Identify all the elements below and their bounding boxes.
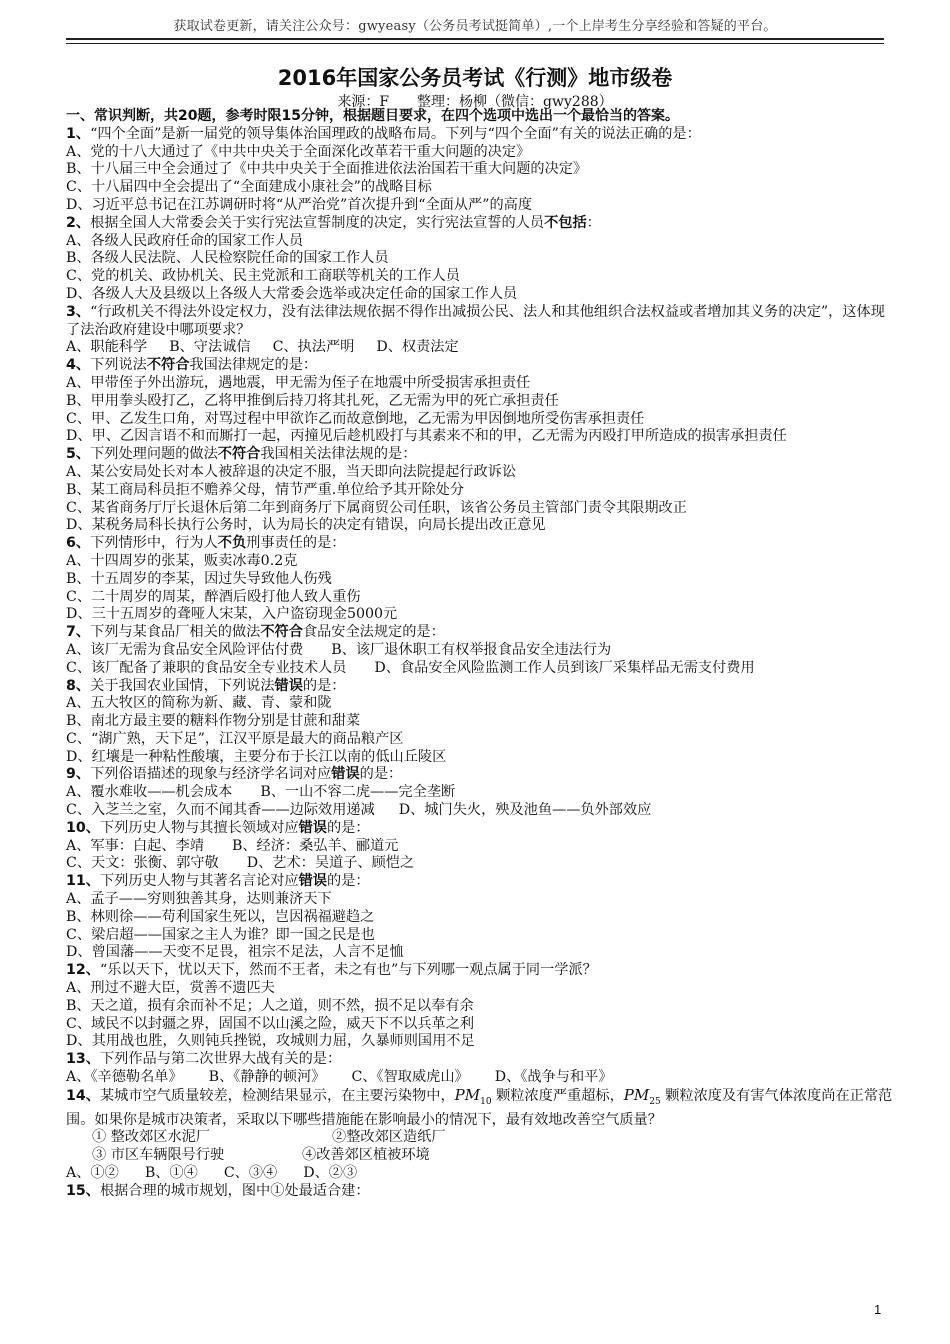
- q13-options: [66, 1069, 896, 1087]
- pm-subscript: 10: [480, 1096, 492, 1107]
- question-10: [66, 820, 896, 838]
- question-number: 10、: [66, 819, 100, 836]
- q13-option-a: A、《辛德勒名单》: [66, 1069, 183, 1086]
- question-stem: 下列俗语描述的现象与经济学名词对应: [90, 766, 332, 783]
- q10-option-b: B、经济：桑弘羊、郦道元: [231, 837, 399, 854]
- q12-option-b: B、天之道，损有余而补不足；人之道，则不然，损不足以奉有余: [66, 997, 474, 1014]
- question-stem: 下列说法: [90, 357, 147, 374]
- q7-options-ab: [66, 642, 896, 660]
- question-stem: 下列历史人物与其擅长领域对应: [99, 819, 299, 836]
- question-6: [66, 535, 896, 553]
- question-number: 11、: [66, 873, 100, 890]
- q1-option-a: A、党的十八大通过了《中共中央关于全面深化改革若干重大问题的决定》: [66, 143, 531, 160]
- question-stem-tail: 刑事责任的是：: [246, 535, 346, 552]
- q6-option-c: C、二十周岁的周某，醉酒后殴打他人致人重伤: [66, 588, 361, 605]
- q14-option-b: B、①④: [144, 1165, 198, 1182]
- header-rule-thin: [66, 43, 884, 44]
- question-stem: 下列与某食品厂相关的做法: [90, 624, 261, 641]
- q14-option-d: D、②③: [303, 1165, 358, 1182]
- question-stem: 某城市空气质量较差，检测结果显示，在主要污染物中，: [99, 1087, 455, 1104]
- question-number: 2、: [66, 214, 91, 231]
- question-keyword: 错误: [331, 766, 360, 783]
- q5-option-a: A、某公安局处长对本人被辞退的决定不服，当天即向法院提起行政诉讼: [66, 463, 517, 480]
- document-title: 2016年国家公务员考试《行测》地市级卷: [277, 66, 673, 90]
- q12-option-a: A、刑过不避大臣，赏善不遗匹夫: [66, 980, 275, 997]
- question-2: [66, 215, 896, 233]
- q8-option-c: C、“湖广熟，天下足”，江汉平原是最大的商品粮产区: [66, 730, 404, 747]
- q10-options-cd: [66, 855, 896, 873]
- q11-option-c: C、梁启超——国家之主人为谁？即一国之民是也: [66, 926, 375, 943]
- q9-option-d: D、城门失火，殃及池鱼——负外部效应: [398, 802, 652, 819]
- q3-options: [66, 339, 896, 357]
- q14-measure-2: ②整改郊区造纸厂: [332, 1129, 446, 1146]
- q12-option-d: D、其用战也胜，久则钝兵挫锐，攻城则力屈，久暴师则国用不足: [66, 1033, 475, 1050]
- q3-option-c: C、执法严明: [272, 339, 355, 356]
- question-keyword: 错误: [274, 677, 303, 694]
- q3-option-d: D、权责法定: [376, 339, 459, 356]
- q4-option-a: A、甲带侄子外出游玩，遇地震，甲无需为侄子在地震中所受损害承担责任: [66, 374, 531, 391]
- pm-label: PM: [454, 1085, 481, 1104]
- question-stem-tail: 食品安全法规定的是：: [302, 624, 445, 641]
- q11-option-b: B、林则徐——苟利国家生死以，岂因祸福避趋之: [66, 908, 375, 925]
- q11-option-a: A、孟子——穷则独善其身，达则兼济天下: [66, 891, 332, 908]
- question-stem: 下列历史人物与其著名言论对应: [99, 873, 299, 890]
- q13-option-d: D、《战争与和平》: [494, 1069, 613, 1086]
- question-3: [66, 304, 896, 340]
- q10-option-c: C、天文：张衡、郭守敬: [66, 855, 219, 872]
- q14-measure-4: ④改善郊区植被环境: [302, 1147, 430, 1164]
- q13-option-c: C、《智取威虎山》: [351, 1069, 469, 1086]
- q4-option-b: B、甲用拳头殴打乙，乙将甲推倒后持刀将其扎死，乙无需为甲的死亡承担责任: [66, 392, 559, 409]
- question-1: [66, 126, 896, 144]
- pm-label: PM: [623, 1085, 650, 1104]
- question-stem-tail: 我国相关法律法规的是：: [260, 446, 417, 463]
- q3-option-b: B、守法诚信: [169, 339, 251, 356]
- question-keyword: 不符合: [146, 357, 190, 374]
- q14-measure-3: ③ 市区车辆限号行驶: [92, 1147, 225, 1164]
- q1-option-c: C、十八届四中全会提出了“全面建成小康社会”的战略目标: [66, 179, 432, 196]
- header-rule-thick: [66, 38, 884, 40]
- question-stem: 根据合理的城市规划，图中①处最适合建：: [99, 1182, 370, 1199]
- q4-option-c: C、甲、乙发生口角，对骂过程中甲欲诈乙而故意倒地，乙无需为甲因倒地所受伤害承担责任: [66, 410, 645, 427]
- question-8: [66, 678, 896, 696]
- question-number: 1、: [66, 125, 91, 142]
- q2-option-a: A、各级人民政府任命的国家工作人员: [66, 232, 304, 249]
- question-4: [66, 357, 896, 375]
- q9-option-a: A、覆水难收——机会成本: [66, 784, 233, 801]
- question-stem: “四个全面”是新一届党的领导集体治国理政的战略布局。下列与“四个全面”有关的说法正确的是：: [90, 125, 701, 142]
- q7-options-cd: [66, 660, 896, 678]
- question-stem: “行政机关不得法外设定权力，没有法律法规依据不得作出减损公民、法人和其他组织合法权益或者增加其义务的决定”，这体现了法治政府建设中哪项要求？: [66, 303, 885, 338]
- question-number: 14、: [66, 1087, 100, 1104]
- q11-option-d: D、曾国藩——天变不足畏，祖宗不足法，人言不足恤: [66, 944, 404, 961]
- q6-option-b: B、十五周岁的李某，因过失导致他人伤残: [66, 570, 332, 587]
- question-stem-tail: 的是：: [326, 819, 370, 836]
- question-stem: 下列作品与第二次世界大战有关的是：: [99, 1051, 342, 1068]
- q7-option-c: C、该厂配备了兼职的食品安全专业技术人员: [66, 659, 347, 676]
- q12-option-c: C、域民不以封疆之界，固国不以山溪之险，威天下不以兵革之利: [66, 1015, 475, 1032]
- question-keyword: 不符合: [217, 446, 261, 463]
- exam-content: [66, 108, 896, 1201]
- question-13: [66, 1051, 896, 1069]
- question-keyword: 错误: [298, 819, 327, 836]
- q3-option-a: A、职能科学: [66, 339, 148, 356]
- question-stem-tail: 的是：: [359, 766, 403, 783]
- question-stem-tail: 颗粒浓度及有害气体浓度尚在正常范围。如果你是城市决策者，采取以下哪些措施能在影响最小的情况下，最有效地改善空气质量？: [66, 1087, 893, 1128]
- q6-option-a: A、十四周岁的张某，贩卖冰毒0.2克: [66, 552, 298, 569]
- q14-option-c: C、③④: [223, 1165, 278, 1182]
- q8-option-a: A、五大牧区的简称为新、藏、青、蒙和陇: [66, 695, 332, 712]
- question-14: [66, 1087, 896, 1130]
- q1-option-d: D、习近平总书记在江苏调研时将“从严治党”首次提升到“全面从严”的高度: [66, 196, 533, 213]
- question-stem: “乐以天下，忧以天下，然而不王者，未之有也”与下列哪一观点属于同一学派？: [99, 962, 597, 979]
- question-keyword: 不符合: [260, 624, 303, 641]
- q7-option-d: D、食品安全风险监测工作人员到该厂采集样品无需支付费用: [374, 659, 755, 676]
- question-stem: 根据全国人大常委会关于实行宪法宣誓制度的决定，实行宪法宣誓的人员: [90, 214, 545, 231]
- question-number: 4、: [66, 357, 91, 374]
- question-7: [66, 624, 896, 642]
- question-keyword: 不包括: [544, 214, 587, 231]
- pm-subscript: 25: [649, 1096, 661, 1107]
- q10-option-a: A、军事：白起、李靖: [66, 837, 204, 854]
- page-number: 1: [874, 1302, 882, 1317]
- source-line: 来源：F 整理：杨柳（微信：gwy288）: [337, 94, 613, 110]
- question-number: 13、: [66, 1051, 100, 1068]
- q6-option-d: D、三十五周岁的聋哑人宋某，入户盗窃现金5000元: [66, 606, 398, 623]
- q9-options-ab: [66, 784, 896, 802]
- page-header-notice: 获取试卷更新，请关注公众号：gwyeasy（公务员考试挺简单）,一个上岸考生分享经验和答疑的平台。: [173, 19, 777, 34]
- q9-options-cd: [66, 802, 896, 820]
- q8-option-b: B、南北方最主要的糖料作物分别是甘蔗和甜菜: [66, 713, 361, 730]
- question-number: 9、: [66, 766, 91, 783]
- q2-option-c: C、党的机关、政协机关、民主党派和工商联等机关的工作人员: [66, 268, 460, 285]
- question-number: 8、: [66, 677, 91, 694]
- question-stem: 关于我国农业国情，下列说法: [90, 677, 275, 694]
- question-number: 12、: [66, 962, 100, 979]
- q13-option-b: B、《静静的顿河》: [208, 1069, 326, 1086]
- question-number: 6、: [66, 535, 91, 552]
- q14-options: [66, 1165, 896, 1183]
- q8-option-d: D、红壤是一种粘性酸壤，主要分布于长江以南的低山丘陵区: [66, 748, 447, 765]
- question-number: 7、: [66, 624, 91, 641]
- question-12: [66, 962, 896, 980]
- question-number: 5、: [66, 446, 91, 463]
- question-5: [66, 446, 896, 464]
- q9-option-c: C、入芝兰之室，久而不闻其香——边际效用递减: [66, 802, 375, 819]
- question-keyword: 错误: [298, 873, 327, 890]
- q7-option-a: A、该厂无需为食品安全风险评估付费: [66, 641, 304, 658]
- q5-option-d: D、某税务局科长执行公务时，认为局长的决定有错误，向局长提出改正意见: [66, 517, 546, 534]
- question-15: [66, 1183, 896, 1201]
- q2-option-b: B、各级人民法院、人民检察院任命的国家工作人员: [66, 250, 389, 267]
- question-keyword: 不负: [217, 535, 247, 552]
- question-stem: 下列处理问题的做法: [90, 446, 218, 463]
- q2-option-d: D、各级人大及县级以上各级人大常委会选举或决定任命的国家工作人员: [66, 285, 518, 302]
- question-stem-tail: 的是：: [302, 677, 346, 694]
- q9-option-b: B、一山不容二虎——完全垄断: [260, 784, 456, 801]
- section-title: 一、常识判断，共20题，参考时限15分钟，根据题目要求，在四个选项中选出一个最恰当的答案。: [66, 108, 679, 124]
- q14-measures-row-1: [66, 1129, 896, 1147]
- pm10-formula: [454, 1085, 492, 1107]
- question-stem-mid: 颗粒浓度严重超标，: [496, 1087, 624, 1104]
- question-9: [66, 766, 896, 784]
- q14-measures-row-2: [66, 1147, 896, 1165]
- question-number: 3、: [66, 303, 91, 320]
- question-stem: 下列情形中，行为人: [90, 535, 218, 552]
- pm25-formula: [623, 1085, 661, 1107]
- question-stem-tail: 我国法律规定的是：: [189, 357, 318, 374]
- q1-option-b: B、十八届三中全会通过了《中共中央关于全面推进依法治国若干重大问题的决定》: [66, 161, 588, 178]
- q10-options-ab: [66, 838, 896, 856]
- q14-option-a: A、①②: [66, 1165, 119, 1182]
- question-stem-tail: ：: [586, 214, 601, 231]
- q4-option-d: D、甲、乙因言语不和而厮打一起，丙撞见后趁机殴打与其素来不和的甲，乙无需为丙殴打甲所造成的损害承担责任: [66, 428, 787, 445]
- q5-option-b: B、某工商局科员拒不赡养父母，情节严重.单位给予其开除处分: [66, 481, 465, 498]
- q7-option-b: B、该厂退休职工有权举报食品安全违法行为: [331, 641, 612, 658]
- question-number: 15、: [66, 1182, 100, 1199]
- q10-option-d: D、艺术：吴道子、顾恺之: [246, 855, 415, 872]
- q5-option-c: C、某省商务厅厅长退休后第二年到商务厅下属商贸公司任职，该省公务员主管部门责令其限期改正: [66, 499, 687, 516]
- question-11: [66, 873, 896, 891]
- q14-measure-1: ① 整改郊区水泥厂: [92, 1129, 211, 1146]
- question-stem-tail: 的是：: [326, 873, 370, 890]
